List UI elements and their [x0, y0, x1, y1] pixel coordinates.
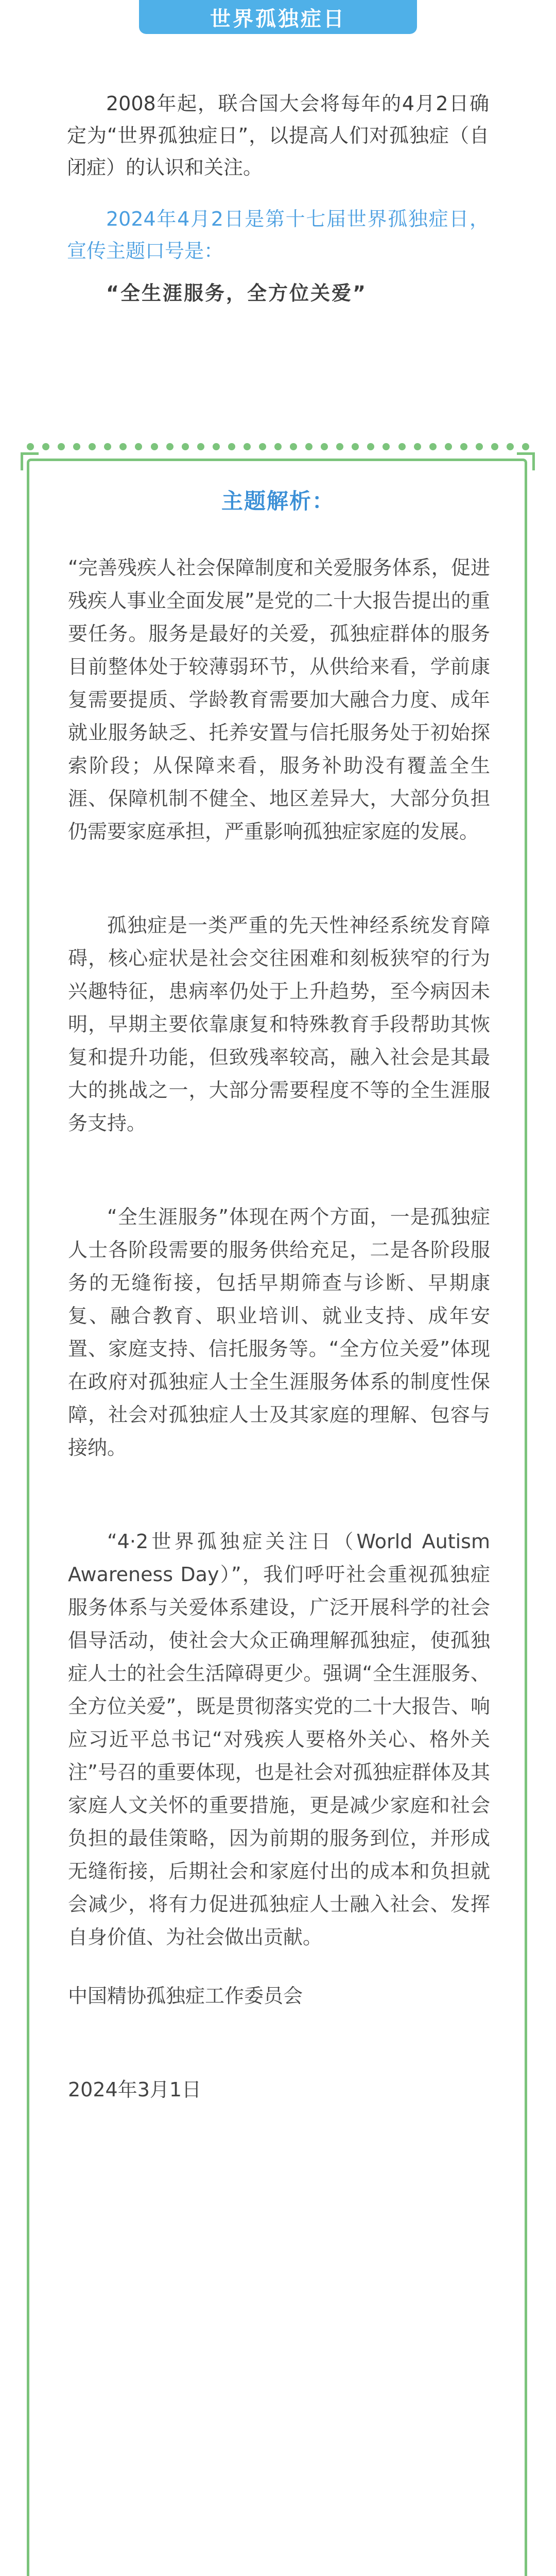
frame-corner-tl	[21, 452, 39, 470]
signature-date: 2024年3月1日	[68, 2078, 202, 2101]
frame-corner-tr	[517, 452, 535, 470]
intro-section	[67, 88, 489, 329]
intro-paragraph: 2008年起，联合国大会将每年的4月2日确定为“世界孤独症日”，以提高人们对孤独症（自闭症）的认识和关注。	[67, 92, 489, 179]
signature: 中国精协孤独症工作委员会	[68, 1985, 303, 2007]
analysis-title: 主题解析：	[221, 488, 335, 514]
analysis-paragraph-4: “4·2世界孤独症关注日（World Autism Awareness Day）”，我们呼吁社会重视孤独症服务体系与关爱体系建设，广泛开展科学的社会倡导活动，使社会大众正确理解孤独症，使孤独症人士的社会生活障碍更少。强调“全生涯服务、全方位关爱”，既是贯彻落实党的二十大报告、响应习近平总书记“对残疾人要格外关心、格外关注”号召的重要体现，也是社会对孤独症群体及其家庭人文关怀的重要措施，更是减少家庭和社会负担的最佳策略，因为前期的服务到位，并形成无缝衔接，后期社会和家庭付出的成本和负担就会减少，将有力促进孤独症人士融入社会、发挥自身价值、为社会做出贡献。	[68, 1530, 490, 1948]
analysis-paragraph-1: “完善残疾人社会保障制度和关爱服务体系，促进残疾人事业全面发展”是党的二十大报告提出的重要任务。服务是最好的关爱，孤独症群体的服务目前整体处于较薄弱环节，从供给来看，学前康复需要提质、学龄教育需要加大融合力度、成年就业服务缺乏、托养安置与信托服务处于初始探索阶段；从保障来看，服务补助没有覆盖全生涯、保障机制不健全、地区差异大，大部分负担仍需要家庭承担，严重影响孤独症家庭的发展。	[68, 556, 490, 843]
banner-title: 世界孤独症日	[210, 7, 346, 31]
analysis-paragraph-3: “全生涯服务”体现在两个方面，一是孤独症人士各阶段需要的服务供给充足，二是各阶段服务的无缝衔接，包括早期筛查与诊断、早期康复、融合教育、职业培训、就业支持、成年安置、家庭支持、信托服务等。“全方位关爱”体现在政府对孤独症人士全生涯服务体系的制度性保障，社会对孤独症人士及其家庭的理解、包容与接纳。	[68, 1206, 490, 1459]
frame-top-dots	[27, 443, 529, 450]
top-banner	[139, 0, 417, 34]
theme-slogan: “全生涯服务，全方位关爱”	[106, 282, 367, 304]
analysis-title-wrap	[0, 484, 556, 515]
analysis-paragraph-2: 孤独症是一类严重的先天性神经系统发育障碍，核心症状是社会交往困难和刻板狭窄的行为兴趣特征，患病率仍处于上升趋势，至今病因未明，早期主要依靠康复和特殊教育手段帮助其恢复和提升功能，但致残率较高，融入社会是其最大的挑战之一，大部分需要程度不等的全生涯服务支持。	[68, 914, 490, 1134]
intro-date-paragraph: 2024年4月2日是第十七届世界孤独症日，宣传主题口号是：	[67, 208, 489, 262]
analysis-body	[68, 551, 490, 2167]
